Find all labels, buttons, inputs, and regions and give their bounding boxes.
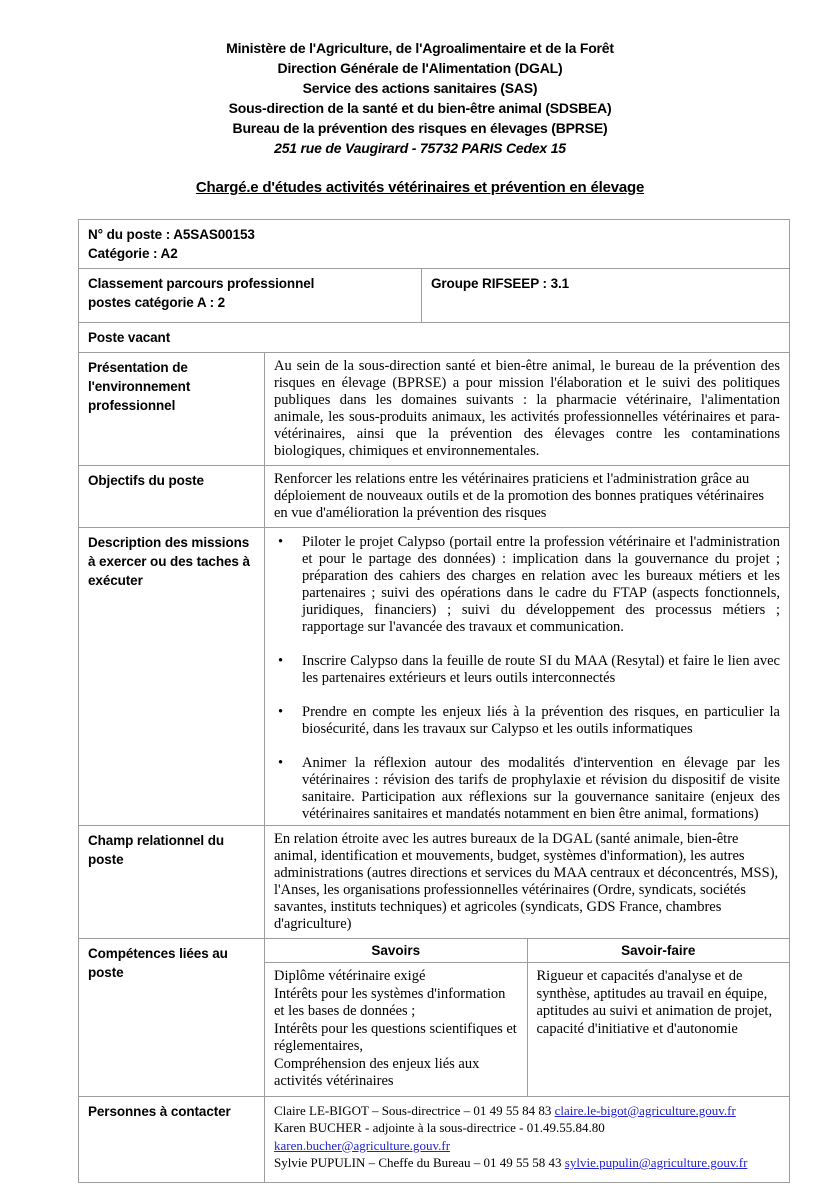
savoirs-line: Diplôme vétérinaire exigé (274, 968, 426, 984)
letterhead-line-sous-direction: Sous-direction de la santé et du bien-être animal (SDSBEA) (228, 100, 612, 116)
mission-text: Animer la réflexion autour des modalités d'intervention en élevage par les vétérinaires : révision des tarifs de prophylaxie et révision du dispositif de visite sanitaire. Participation aux réflexions sur la gouvernance sanitaire (enjeux des vétérinaires sanitaires et mandatés notamment en bien être animal, formations) (302, 755, 780, 822)
presentation-label: Présentation de l'environnement professionnel (88, 360, 191, 413)
competences-body-row (265, 963, 789, 1096)
classement-cell (79, 269, 421, 322)
contact-text: Claire LE-BIGOT – Sous-directrice – 01 49 55 84 83 (274, 1102, 555, 1118)
presentation-text: Au sein de la sous-direction santé et bien-être animal, le bureau de la prévention des risques en élevage (BPRSE) a pour mission l'élaboration et le suivi des politiques publiques dans les domaines suivants : la pharmacie vétérinaire, l'alimentation animale, les sous-produits animaux, les activités professionnelles vétérinaires et para-vétérinaires, ainsi que la prévention des élevages contre les contaminations biologiques, chimiques et environnementales. (264, 353, 789, 465)
letterhead (0, 38, 840, 158)
missions-cell (264, 528, 789, 825)
row-objectifs (79, 465, 789, 527)
row-champ-relationnel (79, 825, 789, 938)
champ-text: En relation étroite avec les autres bureaux de la DGAL (santé animale, bien-être animal, identification et mouvements, budget, systèmes d'information), les autres administrations (autres directions et services du MAA centraux et déconcentrés, MSS), l'Anses, les organisations professionnelles vétérinaires (Ordre, syndicats, sociétés savantes, instituts techniques) et agricoles (syndicats, GDS France, chambres d'agriculture) (264, 826, 789, 938)
contacts-cell (264, 1097, 789, 1182)
contact-email-link[interactable]: claire.le-bigot@agriculture.gouv.fr (554, 1102, 736, 1118)
champ-label: Champ relationnel du poste (88, 833, 225, 867)
contact-text: Karen BUCHER - adjointe à la sous-directrice - 01.49.55.84.80 (274, 1120, 605, 1135)
contact-text: Sylvie PUPULIN – Cheffe du Bureau – 01 49 55 58 43 (274, 1155, 565, 1170)
competences-label: Compétences liées au poste (88, 946, 228, 980)
savoir-faire-header: Savoir-faire (527, 939, 790, 962)
mission-item (265, 534, 780, 636)
savoirs-line: Compréhension des enjeux liés aux activités vétérinaires (274, 1055, 480, 1089)
mission-item (265, 704, 780, 738)
savoirs-cell (265, 963, 527, 1096)
row-poste-id (79, 220, 789, 268)
savoir-faire-cell: Rigueur et capacités d'analyse et de synthèse, aptitudes au travail en équipe, aptitudes au suivi et animation de projet, capacité d'initiative et d'autonomie (527, 963, 790, 1096)
bullet-icon: • (278, 653, 284, 669)
contact-email-link[interactable]: sylvie.pupulin@agriculture.gouv.fr (564, 1155, 748, 1170)
contact-line (274, 1102, 780, 1120)
poste-id-cell (79, 220, 789, 268)
classement-line1: Classement parcours professionnel (88, 276, 315, 291)
objectifs-text: Renforcer les relations entre les vétérinaires praticiens et l'administration grâce au déploiement de nouveaux outils et de la promotion des bonnes pratiques vétérinaires en vue d'amélioration la prévention des risques (264, 466, 789, 527)
job-description-table (78, 219, 790, 1183)
letterhead-line-ministry: Ministère de l'Agriculture, de l'Agroalimentaire et de la Forêt (226, 40, 614, 56)
contact-email-link[interactable]: karen.bucher@agriculture.gouv.fr (274, 1137, 451, 1153)
bullet-icon: • (278, 704, 284, 720)
letterhead-line-service: Service des actions sanitaires (SAS) (302, 80, 538, 96)
letterhead-line-bureau: Bureau de la prévention des risques en élevages (BPRSE) (232, 120, 608, 136)
savoirs-line: Intérêts pour les questions scientifiques et réglementaires, (274, 1020, 517, 1054)
mission-item (265, 653, 780, 687)
contacts-label: Personnes à contacter (88, 1103, 231, 1119)
page-title: Chargé.e d'études activités vétérinaires et prévention en élevage (195, 179, 645, 196)
poste-number: N° du poste : A5SAS00153 (88, 227, 255, 242)
row-classement (79, 268, 789, 322)
savoirs-header: Savoirs (371, 943, 421, 958)
letterhead-address: 251 rue de Vaugirard - 75732 PARIS Cedex 15 (274, 140, 566, 156)
row-competences (79, 938, 789, 1096)
competences-header-row (265, 939, 789, 963)
row-contacts (79, 1096, 789, 1182)
classement-line2: postes catégorie A : 2 (88, 295, 226, 310)
row-missions (79, 527, 789, 825)
mission-text: Prendre en compte les enjeux liés à la prévention des risques, en particulier la biosécurité, dans les travaux sur Calypso et les outils informatiques (302, 704, 780, 737)
missions-label: Description des missions à exercer ou des taches à exécuter (88, 535, 250, 588)
bullet-icon: • (278, 534, 284, 550)
objectifs-label: Objectifs du poste (88, 473, 204, 488)
missions-list (265, 528, 789, 825)
mission-text: Inscrire Calypso dans la feuille de route SI du MAA (Resytal) et faire le lien avec les partenaires extérieurs et leurs outils interconnectés (302, 653, 780, 686)
row-presentation (79, 352, 789, 465)
groupe-rifseep-cell: Groupe RIFSEEP : 3.1 (421, 269, 789, 322)
competences-subtable (264, 939, 789, 1096)
poste-category: Catégorie : A2 (88, 246, 178, 261)
poste-vacant-label: Poste vacant (88, 330, 171, 345)
letterhead-line-direction: Direction Générale de l'Alimentation (DGAL) (277, 60, 563, 76)
contact-line (274, 1154, 780, 1172)
contact-line (274, 1119, 780, 1154)
bullet-icon: • (278, 755, 284, 771)
mission-item (265, 755, 780, 823)
savoirs-line: Intérêts pour les systèmes d'information et les bases de données ; (274, 985, 506, 1019)
mission-text: Piloter le projet Calypso (portail entre la profession vétérinaire et l'administration et pour le partage des données) : implication dans la gouvernance du projet ; préparation des cahiers des charges en relation avec les bureaux métiers et les partenaires ; suivi des opérations dans le cadre du FTAP (aspects fonctionnels, juridiques, financiers) ; suivi du développement des processus métiers ; rapportage sur l'avancée des travaux et communication. (302, 534, 780, 635)
row-poste-vacant (79, 322, 789, 352)
